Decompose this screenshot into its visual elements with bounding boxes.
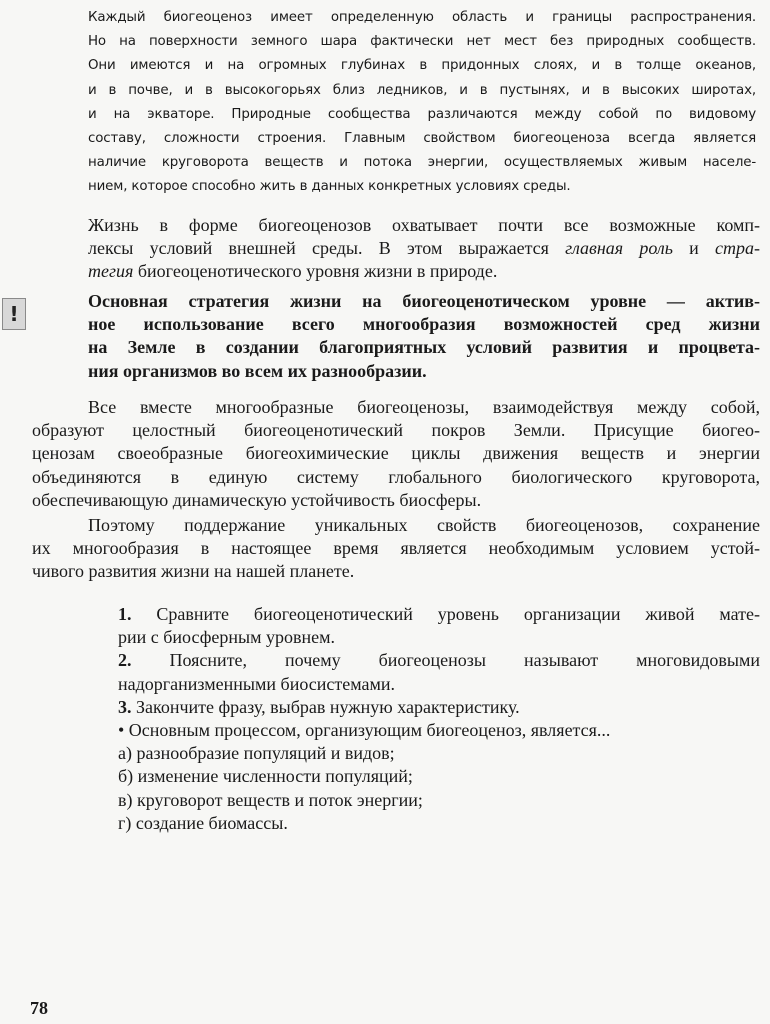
question-text: Закончите фразу, выбрав нужную характеристику. bbox=[136, 696, 520, 717]
summary-line: Они имеются и на огромных глубинах в придонных слоях, и в толще океанов, bbox=[88, 58, 756, 74]
answer-option: в) круговорот веществ и поток энергии; bbox=[118, 789, 423, 810]
question-1-cont: рии с биосферным уровнем. bbox=[118, 627, 335, 648]
paragraph-biogeocenotic-cover bbox=[32, 396, 760, 512]
page-number: 78 bbox=[30, 998, 48, 1018]
paragraph-line: Все вместе многообразные биогеоценозы, взаимодействуя между собой, bbox=[88, 397, 760, 417]
question-2 bbox=[118, 649, 760, 672]
summary-block bbox=[88, 6, 756, 200]
strategy-line: ное использование всего многообразия возможностей сред жизни bbox=[88, 314, 760, 335]
question-1 bbox=[118, 603, 760, 626]
answer-option: а) разнообразие популяций и видов; bbox=[118, 743, 395, 764]
paragraph-line: ценозам своеобразные биогеохимические циклы движения веществ и энергии bbox=[32, 443, 760, 464]
summary-line: Но на поверхности земного шара фактически нет мест без природных сообществ. bbox=[88, 34, 756, 50]
summary-line: наличие круговорота веществ и потока энергии, осуществляемых живым населе- bbox=[88, 155, 756, 171]
question-3 bbox=[118, 696, 760, 719]
exclamation-icon: ! bbox=[2, 298, 26, 330]
paragraph-line: обеспечивающую динамическую устойчивость биосферы. bbox=[32, 489, 482, 510]
review-questions bbox=[118, 603, 760, 835]
paragraph-line bbox=[88, 237, 760, 260]
emphasis-strategy-end: тегия bbox=[88, 261, 134, 282]
answer-option: г) создание биомассы. bbox=[118, 812, 288, 833]
paragraph-line: образуют целостный биогеоценотический покров Земли. Присущие биогео- bbox=[32, 420, 760, 441]
emphasis-strategy: стра- bbox=[715, 238, 760, 259]
question-text: Поясните, почему биогеоценозы называют многовидовыми bbox=[169, 650, 760, 671]
strategy-line: Основная стратегия жизни на биогеоценотическом уровне — актив- bbox=[88, 291, 760, 311]
question-number: 2. bbox=[118, 650, 132, 671]
summary-line: и на экваторе. Природные сообщества различаются между собой по видовому bbox=[88, 106, 756, 122]
strategy-line: на Земле в создании благоприятных условий развития и процвета- bbox=[88, 337, 760, 358]
paragraph-line: объединяются в единую систему глобального биологического круговорота, bbox=[32, 466, 760, 487]
strategy-statement bbox=[88, 290, 760, 383]
summary-line: составу, сложности строения. Главным свойством биогеоценоза всегда является bbox=[88, 131, 756, 147]
paragraph-line bbox=[88, 260, 760, 283]
paragraph-line: чивого развития жизни на нашей планете. bbox=[32, 561, 355, 582]
answer-option: б) изменение численности популяций; bbox=[118, 766, 413, 787]
summary-line: Каждый биогеоценоз имеет определенную область и границы распространения. bbox=[88, 10, 756, 25]
paragraph-line: Жизнь в форме биогеоценозов охватывает почти все возможные комп- bbox=[88, 215, 760, 235]
question-number: 3. bbox=[118, 696, 132, 717]
summary-line: и в почве, и в высокогорьях близ ледников, и в пустынях, и в высоких широтах, bbox=[88, 82, 756, 98]
emphasis-main-role: главная роль bbox=[565, 238, 673, 259]
paragraph-life-forms bbox=[88, 214, 760, 284]
question-number: 1. bbox=[118, 604, 132, 624]
strategy-line: ния организмов во всем их разнообразии. bbox=[88, 360, 427, 381]
text-span: и bbox=[672, 238, 716, 259]
summary-line: нием, которое способно жить в данных конкретных условиях среды. bbox=[88, 179, 571, 195]
paragraph-line: Поэтому поддержание уникальных свойств биогеоценозов, сохранение bbox=[88, 515, 760, 535]
text-span: лексы условий внешней среды. В этом выражается bbox=[88, 238, 566, 259]
question-stem: • Основным процессом, организующим биогеоценоз, является... bbox=[118, 720, 611, 741]
question-text: Сравните биогеоценотический уровень организации живой мате- bbox=[156, 604, 760, 624]
paragraph-line: их многообразия в настоящее время является необходимым условием устой- bbox=[32, 538, 760, 559]
question-2-cont: надорганизменными биосистемами. bbox=[118, 673, 396, 694]
text-span: биогеоценотического уровня жизни в природе. bbox=[133, 261, 498, 282]
paragraph-conservation bbox=[32, 514, 760, 584]
